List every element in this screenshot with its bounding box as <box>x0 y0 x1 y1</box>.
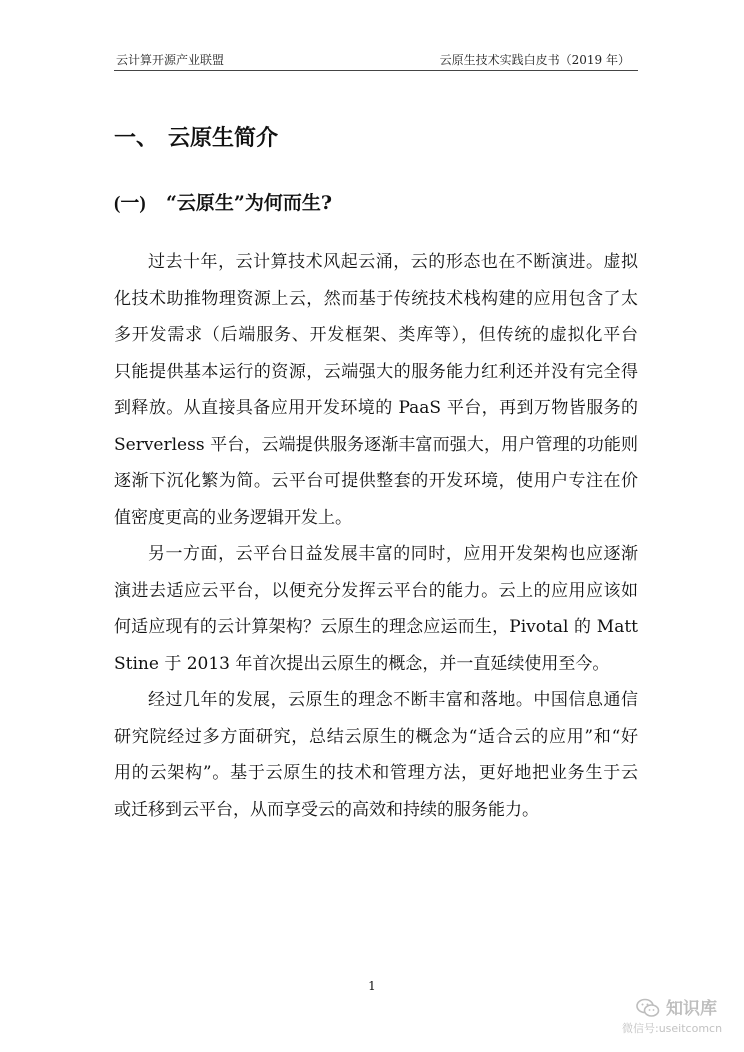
paragraph-line: 只能提供基本运行的资源，云端强大的服务能力红利还并没有完全得 <box>114 361 638 382</box>
paragraph-line: Stine 于 2013 年首次提出云原生的概念，并一直延续使用至今。 <box>114 653 610 674</box>
paragraph-line: Serverless 平台，云端提供服务逐渐丰富而强大，用户管理的功能则 <box>114 434 638 455</box>
paragraph-line: 到释放。从直接具备应用开发环境的 PaaS 平台，再到万物皆服务的 <box>114 398 638 418</box>
paragraph-1 <box>114 244 638 536</box>
paragraph-line: 何适应现有的云计算架构？云原生的理念应运而生，Pivotal 的 Matt <box>114 617 638 637</box>
paragraph-line: 研究院经过多方面研究，总结云原生的概念为“适合云的应用”和“好 <box>114 726 638 747</box>
watermark-name: 知识库 <box>666 999 717 1019</box>
body-text <box>114 244 638 828</box>
paragraph-3 <box>114 682 638 828</box>
paragraph-line: 经过几年的发展，云原生的理念不断丰富和落地。中国信息通信 <box>148 690 638 710</box>
watermark-account: 微信号:useitcomcn <box>622 1022 723 1035</box>
paragraph-line: 用的云架构”。基于云原生的技术和管理方法，更好地把业务生于云 <box>114 763 638 783</box>
paragraph-line: 化技术助推物理资源上云，然而基于传统技术栈构建的应用包含了太 <box>114 288 638 309</box>
wechat-icon <box>636 998 660 1018</box>
paragraph-2 <box>114 536 638 682</box>
watermark <box>622 998 732 1038</box>
header-right-doc-title: 云原生技术实践白皮书（2019 年） <box>439 53 630 67</box>
section-heading <box>114 189 332 218</box>
paragraph-line: 演进去适应云平台，以便充分发挥云平台的能力。云上的应用应该如 <box>114 580 638 601</box>
paragraph-line: 或迁移到云平台，从而享受云的高效和持续的服务能力。 <box>114 799 539 820</box>
section-number: (一) <box>114 193 146 214</box>
paragraph-line: 逐渐下沉化繁为简。云平台可提供整套的开发环境，使用户专注在价 <box>114 471 638 491</box>
paragraph-line: 另一方面，云平台日益发展丰富的同时，应用开发架构也应逐渐 <box>148 544 638 564</box>
page-number: 1 <box>368 979 376 993</box>
chapter-heading <box>114 124 278 154</box>
section-title: “云原生”为何而生? <box>166 192 332 214</box>
chapter-title: 云原生简介 <box>168 126 279 151</box>
header-left-org: 云计算开源产业联盟 <box>116 53 225 67</box>
paragraph-line: 过去十年，云计算技术风起云涌，云的形态也在不断演进。虚拟 <box>148 252 638 272</box>
paragraph-line: 值密度更高的业务逻辑开发上。 <box>114 507 352 528</box>
chapter-number: 一、 <box>114 126 159 151</box>
paragraph-line: 多开发需求（后端服务、开发框架、类库等），但传统的虚拟化平台 <box>114 325 638 345</box>
header-divider <box>114 70 638 71</box>
